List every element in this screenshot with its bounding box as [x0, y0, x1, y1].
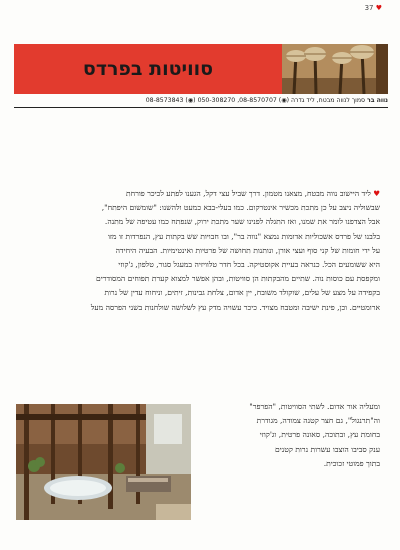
page-number-value: 37 [364, 4, 374, 12]
article-line: אבל הצדפנו לומר את שמנו, ואז התגלה לפנינו שער מתכת ירוק, שנפתח כמו עטיפה של מתנה. [104, 217, 380, 227]
venue-name: נווה בר [367, 97, 388, 104]
article-line: ♥ ליד היישוב נווה מבטח, מצאנו מטמון. דרך שביל עצי דקל, הגענו לפתע לכיכר פורחת [125, 189, 380, 198]
banner-photo-palms [282, 44, 388, 94]
article-line: וה"תרנגול", גם חצר קטנה צמודה, מגודרת [256, 416, 380, 426]
article-body-continued [200, 400, 380, 471]
divider-rule [14, 107, 388, 108]
title-banner [14, 44, 388, 94]
contact-bar [14, 96, 388, 106]
article-line: ארומטיים. וכן, פינת ישיבה ומטבח מצויד. כיכר עשויה מדק עץ לשלושה שולחנות בשני הפרסה מעל [90, 302, 380, 312]
article-line: בקפידה על מצע של עלים, שוקולד משובח, יין אדום, צלחת גבינות, זיתים, וניחוח עדין של נרות [104, 288, 380, 298]
suite-photo [16, 404, 191, 520]
article-line: שבשוליה ניצב על כן מתכת מכשיר אינטרקום. כמו בעלי-בבא כמעט ולהשנו: "שומשום היפתח", [101, 203, 380, 213]
article-line: בתוך פמוטי זכוכית. [323, 458, 380, 468]
article-title: סוויטות בפרדס [82, 58, 214, 80]
page-number [365, 4, 382, 12]
article-line: בלבנו של פרדס אשכוליות אדומות נמצא "נווה בר", ובו חבויות שש בקתות עץ, הנפרדות זו מזו [107, 231, 380, 241]
article-line: ענק סביבו הוצבו עשרות נרות קטנים [275, 444, 380, 454]
article-line: ומעליה אור אדום. לשתי הסוויטות, "הפרפר" [249, 402, 380, 411]
heart-icon: ♥ [373, 189, 380, 198]
venue-details: סמוך לנווה מבטח, ליד גדרה (◉) 08-8570707, 050-308270 (◉) 08-8573843 [145, 97, 366, 104]
article-line: על ידי חומות של קני סוף ועצי אורן, ונותנות תחושה של פרטיות ואינטימיות. הבעיה היחידה [115, 245, 380, 255]
article-line: בחומת עץ, ובתוכה, סאונה פרטית, וג'קוזי [259, 430, 380, 440]
article-body [16, 187, 380, 315]
article-line: היא ששומעים הכל. כנראה בעיית אקוסטיקה. בכל חדר טלוויזיה במעגל סגור, טלפון, ג'קוזי [118, 260, 380, 270]
article-line: ומקפסת עם כוסות נוה. שתיים מהבקתות הן סוויטות, ובהן אפשר למצוא קערת תפוחים המסודרים [95, 274, 380, 284]
heart-icon: ♥ [375, 4, 382, 12]
